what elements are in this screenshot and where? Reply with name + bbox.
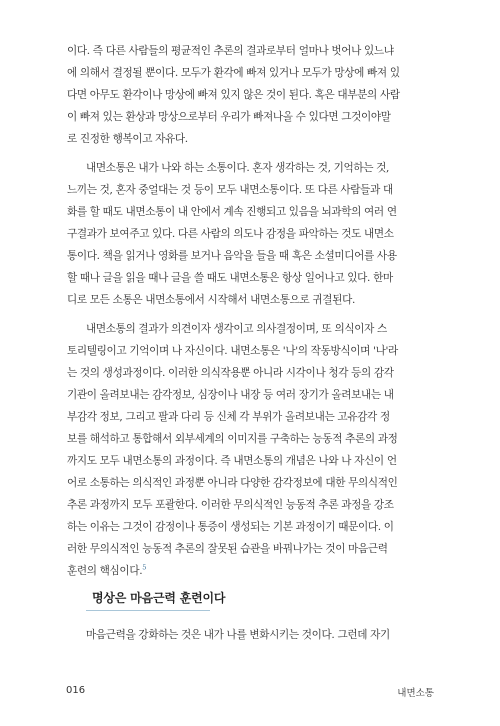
running-footer-title: 내면소통 [397,688,434,699]
text-line: 이 빠져 있는 환상과 망상으로부터 우리가 빠져나올 수 있다면 그것이야말 [67,111,391,123]
text-line: 추론 과정까지 모두 포괄한다. 이러한 무의식적인 능동적 추론 과정을 강조 [67,499,394,511]
text-line: 기관이 올려보내는 감각정보, 심장이나 내장 등 여러 장기가 올려보내는 내 [67,389,394,401]
text-line-content: 훈련의 핵심이다. [67,565,143,577]
text-line [67,564,433,578]
text-line: 에 의해서 결정될 뿐이다. 모두가 환각에 빠져 있거나 모두가 망상에 빠져 있 [67,67,400,79]
heading-underline [86,610,210,611]
text-line: 는 것의 생성과정이다. 이러한 의식작용뿐 아니라 시각이나 청각 등의 감각 [67,367,394,379]
footnote-marker[interactable]: 5 [142,564,147,572]
text-line: 느끼는 것, 혼자 중얼대는 것 등이 모두 내면소통이다. 또 다른 사람들과 대 [67,184,393,196]
page-number: 016 [66,685,86,696]
text-line: 러한 무의식적인 능동적 추론의 잘못된 습관을 바꿔나가는 것이 마음근력 [67,543,388,555]
text-line: 통이다. 책을 읽거나 영화를 보거나 음악을 들을 때 혹은 소셜미디어를 사용 [67,250,397,262]
text-line: 화를 할 때도 내면소통이 내 안에서 계속 진행되고 있음을 뇌과학의 여러 연 [67,206,397,218]
section-heading: 명상은 마음근력 훈련이다 [92,591,226,605]
text-line: 내면소통의 결과가 의견이자 생각이고 의사결정이며, 또 의식이자 스 [86,323,387,335]
text-line: 마음근력을 강화하는 것은 내가 나를 변화시키는 것이다. 그런데 자기 [86,629,390,641]
text-line: 보를 해석하고 통합해서 외부세계의 이미지를 구축하는 능동적 추론의 과정 [67,433,398,445]
text-line: 어로 소통하는 의식적인 과정뿐 아니라 다양한 감각정보에 대한 무의식적인 [67,477,398,489]
text-line: 다면 아무도 환각이나 망상에 빠져 있지 않은 것이 된다. 혹은 대부분의 사람 [67,89,400,101]
text-line: 부감각 정보, 그리고 팔과 다리 등 신체 각 부위가 올려보내는 고유감각 정 [67,411,390,423]
text-line: 디로 모든 소통은 내면소통에서 시작해서 내면소통으로 귀결된다. [67,294,355,306]
text-line: 이다. 즉 다른 사람들의 평균적인 추론의 결과로부터 얼마나 벗어나 있느냐 [67,45,394,57]
text-line: 내면소통은 내가 나와 하는 소통이다. 혼자 생각하는 것, 기억하는 것, [86,162,390,174]
text-line: 구결과가 보여주고 있다. 다른 사람의 의도나 감정을 파악하는 것도 내면소 [67,228,394,240]
text-line: 로 진정한 행복이고 자유다. [67,133,188,145]
text-line: 할 때나 글을 읽을 때나 글을 쓸 때도 내면소통은 항상 일어나고 있다. 한마 [67,272,393,284]
text-line: 까지도 모두 내면소통의 과정이다. 즉 내면소통의 개념은 나와 나 자신이 언 [67,455,397,467]
text-line: 토리텔링이고 기억이며 나 자신이다. 내면소통은 '나'의 작동방식이며 '나'라 [67,345,398,357]
text-line: 하는 이유는 그것이 감정이나 통증이 생성되는 기본 과정이기 때문이다. 이 [67,521,394,533]
